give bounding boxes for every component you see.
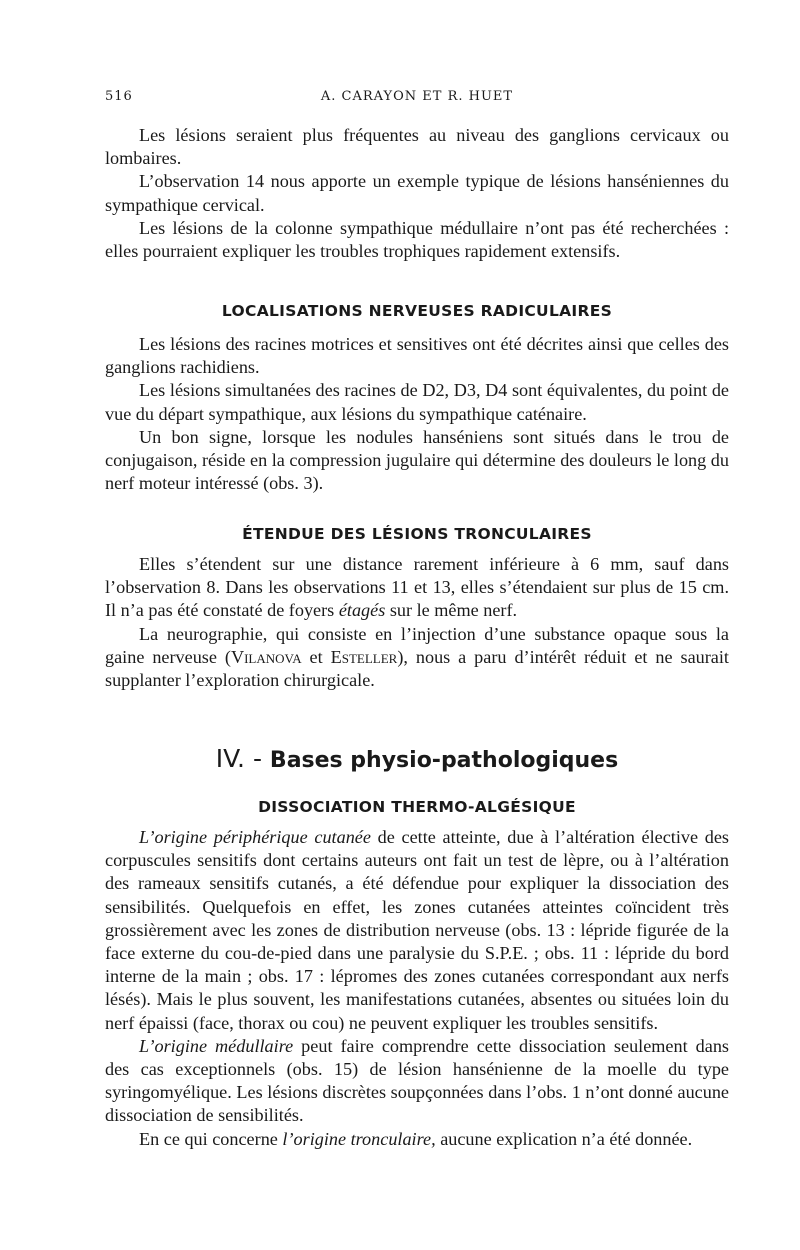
running-title: A. CARAYON ET R. HUET [320,89,514,104]
chapter-number: IV. - [215,744,270,773]
italic-term: L’origine médullaire [139,1035,294,1056]
author-name: Esteller [330,646,398,667]
paragraph [105,553,729,623]
paragraph: Les lésions seraient plus fréquentes au niveau des ganglions cervicaux ou lombaires. [105,125,729,169]
italic-term: l’origine tronculaire, [282,1128,436,1149]
author-name: Vilanova [230,646,302,667]
text-run: Elles s’étendent sur une distance rarement inférieure à 6 mm, sauf dans l’observation 8. Dans les observations 11 et 13, elles s’étendaient sur plus de 15 cm. Il n’a pas été constaté de foyers [105,554,729,621]
section-etendue [105,525,729,543]
text-run: de cette atteinte, due à l’altération élective des corpuscules sensitifs dont certains auteurs ont fait un test de lèpre, ou à l’altération des rameaux sensitifs cutanés, a été défendue pour expliquer la dissociation des sensibilités. Quelquefois en effet, les zones cutanées atteintes coïncident très grossièrement avec les zones de distribution nerveuse (obs. 13 : lépride figurée de la face externe du cou-de-pied dans une paralysie du S.P.E. ; obs. 11 : lépride du bord interne de la main ; obs. 17 : lépromes des zones cutanées correspondant aux nerfs lésés). Mais le plus souvent, les manifestations cutanées, absentes ou situées loin du nerf épaissi (face, thorax ou cou) ne peuvent expliquer les troubles sensitifs. [105,827,729,1033]
section-heading: ÉTENDUE DES LÉSIONS TRONCULAIRES [242,525,592,543]
section-localisations-body [105,333,729,495]
italic-term: étagés [338,600,386,621]
paragraph [105,826,729,1035]
text-run: aucune explication n’a été donnée. [435,1128,693,1149]
page-header [105,89,729,113]
section-etendue-body [105,553,729,692]
paragraph: L’observation 14 nous apporte un exemple typique de lésions hanséniennes du sympathique cervical. [105,171,729,215]
text-run: En ce qui concerne [139,1128,283,1149]
paragraph [105,623,729,693]
text-run: sur le même nerf. [385,600,518,621]
paragraph: Les lésions simultanées des racines de D2, D3, D4 sont équivalentes, du point de vue du départ sympathique, aux lésions du sympathique caténaire. [105,380,729,424]
chapter-heading [105,744,729,773]
section-heading: LOCALISATIONS NERVEUSES RADICULAIRES [221,302,613,320]
text-run: ), nous a paru d’intérêt réduit et ne saurait supplanter l’exploration chirurgicale. [105,646,729,691]
section-heading: DISSOCIATION THERMO-ALGÉSIQUE [258,798,576,816]
paragraph: Les lésions de la colonne sympathique médullaire n’ont pas été recherchées : elles pourraient expliquer les troubles trophiques rapidement extensifs. [105,217,729,262]
paragraph [105,1035,729,1128]
italic-term: L’origine périphérique cutanée [139,827,371,847]
book-page [105,0,729,1250]
chapter-name: Bases physio-pathologiques [269,748,619,773]
paragraph: Un bon signe, lorsque les nodules hanséniens sont situés dans le trou de conjugaison, réside en la compression jugulaire qui détermine des douleurs le long du nerf moteur intéressé (obs. 3). [105,426,729,494]
page-number: 516 [105,89,133,104]
intro-block [105,124,729,263]
chapter-title [105,744,729,773]
section-dissociation [105,798,729,816]
paragraph: Les lésions des racines motrices et sensitives ont été décrites ainsi que celles des ganglions rachidiens. [105,334,729,378]
text-run: et [301,646,331,667]
paragraph [105,1128,729,1151]
text-run: peut faire comprendre cette dissociation seulement dans des cas exceptionnels (obs. 15) de lésion hansénienne de la moelle du type syringomyélique. Les lésions discrètes soupçonnées dans l’obs. 1 n’ont donné aucune dissociation de sensibilités. [105,1035,730,1126]
section-localisations [105,302,729,320]
section-dissociation-body [105,826,729,1151]
text-run: La neurographie, qui consiste en l’injection d’une substance opaque sous la gaine nerveuse ( [105,623,729,667]
